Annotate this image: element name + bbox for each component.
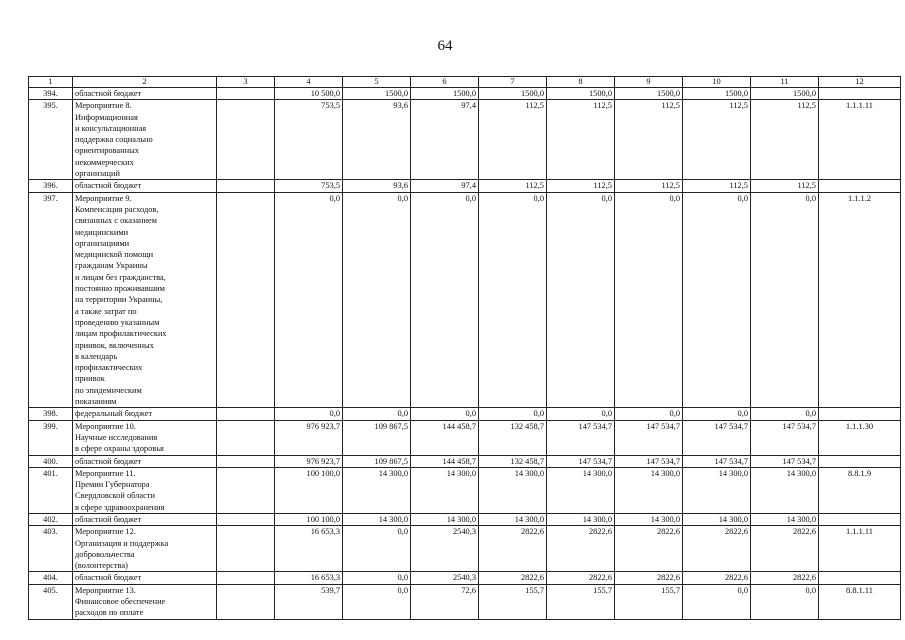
row-name: Мероприятие 10. Научные исследования в сфере охраны здоровья (73, 420, 217, 455)
row-code (819, 88, 901, 100)
row-value: 14 300,0 (411, 513, 479, 525)
row-value: 0,0 (479, 408, 547, 420)
row-value: 155,7 (479, 584, 547, 619)
row-code (819, 408, 901, 420)
row-value: 16 653,3 (275, 526, 343, 572)
column-header-8: 8 (547, 77, 615, 88)
row-name: Мероприятие 11. Премии Губернатора Свердловской области в сфере здравоохранения (73, 467, 217, 513)
row-value: 14 300,0 (615, 513, 683, 525)
row-value: 0,0 (411, 192, 479, 408)
row-value: 100 100,0 (275, 513, 343, 525)
row-value: 2822,6 (683, 526, 751, 572)
row-value: 93,6 (343, 180, 411, 192)
column-header-10: 10 (683, 77, 751, 88)
row-value: 0,0 (615, 192, 683, 408)
row-value: 155,7 (547, 584, 615, 619)
row-value: 14 300,0 (479, 513, 547, 525)
row-number: 403. (29, 526, 73, 572)
row-value: 0,0 (411, 408, 479, 420)
row-value: 976 923,7 (275, 455, 343, 467)
row-value: 2540,3 (411, 572, 479, 584)
row-code: 8.8.1.9 (819, 467, 901, 513)
row-value: 0,0 (751, 192, 819, 408)
table-row (29, 192, 901, 408)
row-name: Мероприятие 9. Компенсация расходов, связанных с оказанием медицинскими организациями медицинской помощи гражданам Украины и лицам без гражданства, постоянно проживавшим на территории Украины, а также затрат по проведению указанным лицам профилактических приивок, включенных в календарь профилактических приивок по эпидемическим показаниям (73, 192, 217, 408)
row-value: 14 300,0 (683, 467, 751, 513)
row-value: 93,6 (343, 100, 411, 180)
row-col3 (217, 467, 275, 513)
row-code (819, 572, 901, 584)
row-col3 (217, 584, 275, 619)
row-value: 1500,0 (683, 88, 751, 100)
row-code (819, 455, 901, 467)
row-name: областной бюджет (73, 455, 217, 467)
row-value: 0,0 (683, 408, 751, 420)
row-value: 1500,0 (411, 88, 479, 100)
row-code (819, 180, 901, 192)
row-value: 132 458,7 (479, 455, 547, 467)
row-value: 2822,6 (615, 572, 683, 584)
row-col3 (217, 192, 275, 408)
row-value: 753,5 (275, 180, 343, 192)
column-header-7: 7 (479, 77, 547, 88)
table-row (29, 88, 901, 100)
row-value: 0,0 (751, 408, 819, 420)
row-value: 147 534,7 (615, 455, 683, 467)
row-col3 (217, 420, 275, 455)
row-value: 2822,6 (547, 572, 615, 584)
row-value: 0,0 (343, 584, 411, 619)
row-value: 112,5 (479, 100, 547, 180)
row-col3 (217, 180, 275, 192)
row-number: 396. (29, 180, 73, 192)
row-value: 112,5 (479, 180, 547, 192)
row-name: областной бюджет (73, 180, 217, 192)
row-value: 0,0 (343, 526, 411, 572)
row-value: 97,4 (411, 100, 479, 180)
row-code: 1.1.1.11 (819, 100, 901, 180)
row-number: 397. (29, 192, 73, 408)
row-value: 112,5 (547, 180, 615, 192)
row-value: 0,0 (547, 192, 615, 408)
row-value: 144 458,7 (411, 420, 479, 455)
table-row (29, 467, 901, 513)
row-name: федеральный бюджет (73, 408, 217, 420)
row-value: 2822,6 (683, 572, 751, 584)
row-value: 0,0 (479, 192, 547, 408)
row-col3 (217, 88, 275, 100)
row-value: 0,0 (343, 572, 411, 584)
row-value: 14 300,0 (683, 513, 751, 525)
row-code (819, 513, 901, 525)
row-value: 2822,6 (479, 526, 547, 572)
row-value: 147 534,7 (751, 455, 819, 467)
row-value: 14 300,0 (479, 467, 547, 513)
table-row (29, 100, 901, 180)
row-value: 112,5 (751, 180, 819, 192)
row-value: 2540,3 (411, 526, 479, 572)
row-value: 0,0 (751, 584, 819, 619)
row-value: 72,6 (411, 584, 479, 619)
row-value: 1500,0 (479, 88, 547, 100)
row-number: 394. (29, 88, 73, 100)
table-row (29, 513, 901, 525)
row-value: 132 458,7 (479, 420, 547, 455)
row-value: 2822,6 (547, 526, 615, 572)
table-row (29, 408, 901, 420)
row-value: 2822,6 (479, 572, 547, 584)
row-value: 109 867,5 (343, 455, 411, 467)
row-value: 0,0 (275, 192, 343, 408)
row-value: 976 923,7 (275, 420, 343, 455)
row-col3 (217, 572, 275, 584)
row-value: 0,0 (683, 584, 751, 619)
row-value: 2822,6 (615, 526, 683, 572)
header-row (29, 77, 901, 88)
row-name: областной бюджет (73, 572, 217, 584)
row-value: 14 300,0 (751, 513, 819, 525)
row-col3 (217, 526, 275, 572)
row-name: Мероприятие 12. Организация и поддержка добровольчества (волонтерства) (73, 526, 217, 572)
row-value: 112,5 (751, 100, 819, 180)
row-value: 112,5 (547, 100, 615, 180)
row-code: 8.8.1.11 (819, 584, 901, 619)
column-header-2: 2 (73, 77, 217, 88)
row-value: 14 300,0 (615, 467, 683, 513)
row-code: 1.1.1.2 (819, 192, 901, 408)
row-name: областной бюджет (73, 88, 217, 100)
row-value: 147 534,7 (615, 420, 683, 455)
row-value: 147 534,7 (547, 420, 615, 455)
row-number: 400. (29, 455, 73, 467)
row-value: 0,0 (343, 192, 411, 408)
page-number: 64 (437, 38, 453, 54)
row-value: 14 300,0 (343, 513, 411, 525)
row-value: 14 300,0 (343, 467, 411, 513)
column-header-4: 4 (275, 77, 343, 88)
row-value: 753,5 (275, 100, 343, 180)
row-value: 539,7 (275, 584, 343, 619)
row-value: 112,5 (683, 100, 751, 180)
table-row (29, 180, 901, 192)
row-value: 10 500,0 (275, 88, 343, 100)
row-code: 1.1.1.11 (819, 526, 901, 572)
row-value: 1500,0 (751, 88, 819, 100)
row-number: 404. (29, 572, 73, 584)
column-header-3: 3 (217, 77, 275, 88)
table-row (29, 420, 901, 455)
row-code: 1.1.1.30 (819, 420, 901, 455)
column-header-1: 1 (29, 77, 73, 88)
row-name: Мероприятие 8. Информационная и консультационная поддержка социально ориентированных некоммерческих организаций (73, 100, 217, 180)
row-col3 (217, 100, 275, 180)
row-value: 14 300,0 (411, 467, 479, 513)
row-value: 144 458,7 (411, 455, 479, 467)
row-value: 112,5 (615, 180, 683, 192)
row-col3 (217, 513, 275, 525)
column-header-11: 11 (751, 77, 819, 88)
row-value: 0,0 (343, 408, 411, 420)
row-number: 405. (29, 584, 73, 619)
budget-table (28, 76, 901, 620)
row-number: 402. (29, 513, 73, 525)
table-row (29, 455, 901, 467)
row-value: 147 534,7 (683, 455, 751, 467)
row-value: 14 300,0 (547, 467, 615, 513)
row-value: 147 534,7 (751, 420, 819, 455)
row-value: 97,4 (411, 180, 479, 192)
column-header-6: 6 (411, 77, 479, 88)
row-value: 1500,0 (615, 88, 683, 100)
table-row (29, 584, 901, 619)
row-col3 (217, 408, 275, 420)
row-number: 395. (29, 100, 73, 180)
table-row (29, 572, 901, 584)
row-value: 2822,6 (751, 572, 819, 584)
row-number: 401. (29, 467, 73, 513)
row-value: 14 300,0 (751, 467, 819, 513)
row-name: областной бюджет (73, 513, 217, 525)
column-header-9: 9 (615, 77, 683, 88)
row-value: 0,0 (615, 408, 683, 420)
row-value: 147 534,7 (547, 455, 615, 467)
row-value: 0,0 (275, 408, 343, 420)
row-value: 0,0 (683, 192, 751, 408)
row-value: 109 867,5 (343, 420, 411, 455)
row-number: 398. (29, 408, 73, 420)
row-name: Мероприятие 13. Финансовое обеспечение расходов по оплате (73, 584, 217, 619)
row-value: 2822,6 (751, 526, 819, 572)
row-value: 155,7 (615, 584, 683, 619)
row-value: 100 100,0 (275, 467, 343, 513)
row-value: 1500,0 (343, 88, 411, 100)
row-value: 112,5 (683, 180, 751, 192)
row-value: 112,5 (615, 100, 683, 180)
row-number: 399. (29, 420, 73, 455)
row-value: 0,0 (547, 408, 615, 420)
row-col3 (217, 455, 275, 467)
table-row (29, 526, 901, 572)
row-value: 16 653,3 (275, 572, 343, 584)
row-value: 14 300,0 (547, 513, 615, 525)
column-header-12: 12 (819, 77, 901, 88)
row-value: 1500,0 (547, 88, 615, 100)
column-header-5: 5 (343, 77, 411, 88)
row-value: 147 534,7 (683, 420, 751, 455)
